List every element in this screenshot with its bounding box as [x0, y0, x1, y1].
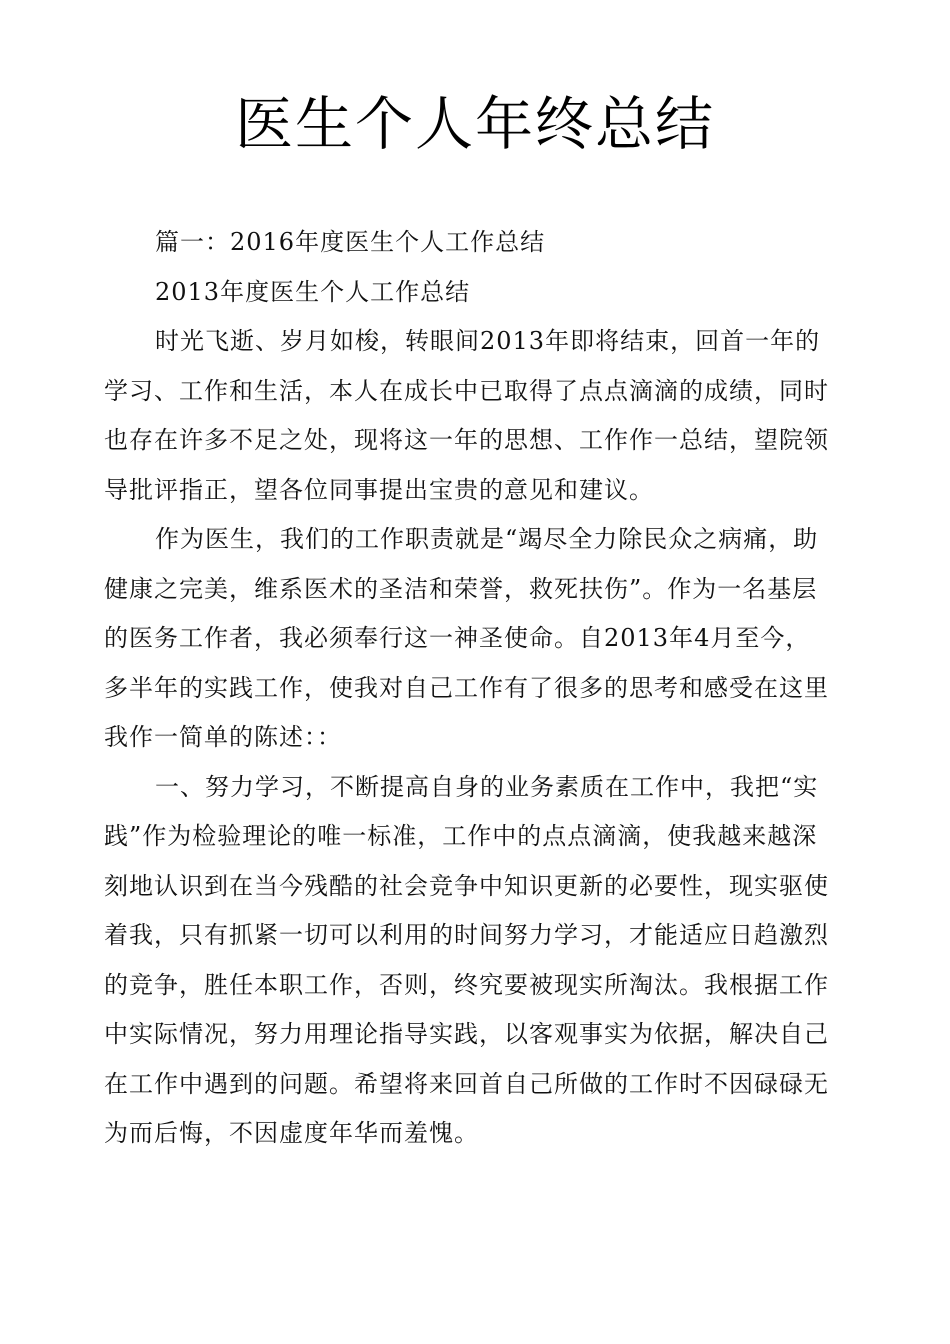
paragraph-line: 作为医生，我们的工作职责就是“竭尽全力除民众之病痛，助: [155, 525, 819, 553]
paragraph-line: 也存在许多不足之处，现将这一年的思想、工作作一总结，望院领: [104, 426, 829, 454]
paragraph-line: 为而后悔，不因虚度年华而羞愧。: [104, 1119, 479, 1147]
paragraph-line: 中实际情况，努力用理论指导实践，以客观事实为依据，解决自己: [104, 1020, 829, 1048]
document-body: [104, 218, 846, 1159]
section-heading-1: 篇一：2016年度医生个人工作总结: [155, 228, 546, 256]
paragraph-line: 导批评指正，望各位同事提出宝贵的意见和建议。: [104, 475, 654, 504]
paragraph-line: 学习、工作和生活，本人在成长中已取得了点点滴滴的成绩，同时: [104, 376, 829, 405]
paragraph-line: 在工作中遇到的问题。希望将来回首自己所做的工作时不因碌碌无: [104, 1069, 829, 1098]
paragraph-3: [104, 763, 846, 1159]
paragraph-line: 着我，只有抓紧一切可以利用的时间努力学习，才能适应日趋激烈: [104, 921, 829, 949]
paragraph-line: 健康之完美，维系医术的圣洁和荣誉，救死扶伤”。作为一名基层: [104, 574, 818, 603]
paragraph-line: 的医务工作者，我必须奉行这一神圣使命。自2013年4月至今，: [104, 624, 811, 652]
paragraph-line: 践”作为检验理论的唯一标准，工作中的点点滴滴，使我越来越深: [104, 822, 818, 850]
section-heading-2: 2013年度医生个人工作总结: [155, 277, 471, 306]
paragraph-line: 刻地认识到在当今残酷的社会竞争中知识更新的必要性，现实驱使: [104, 871, 829, 900]
paragraph-line: 一、努力学习，不断提高自身的业务素质在工作中，我把“实: [155, 772, 819, 801]
paragraph-line: 多半年的实践工作，使我对自己工作有了很多的思考和感受在这里: [104, 673, 829, 702]
document-title: 医生个人年终总结: [234, 90, 715, 158]
paragraph-line: 的竞争，胜任本职工作，否则，终究要被现实所淘汰。我根据工作: [104, 970, 829, 999]
paragraph-2: [104, 515, 846, 763]
paragraph-1: [104, 317, 846, 515]
paragraph-line: 时光飞逝、岁月如梭，转眼间2013年即将结束，回首一年的: [155, 327, 821, 355]
paragraph-line: 我作一简单的陈述：：: [104, 723, 342, 751]
